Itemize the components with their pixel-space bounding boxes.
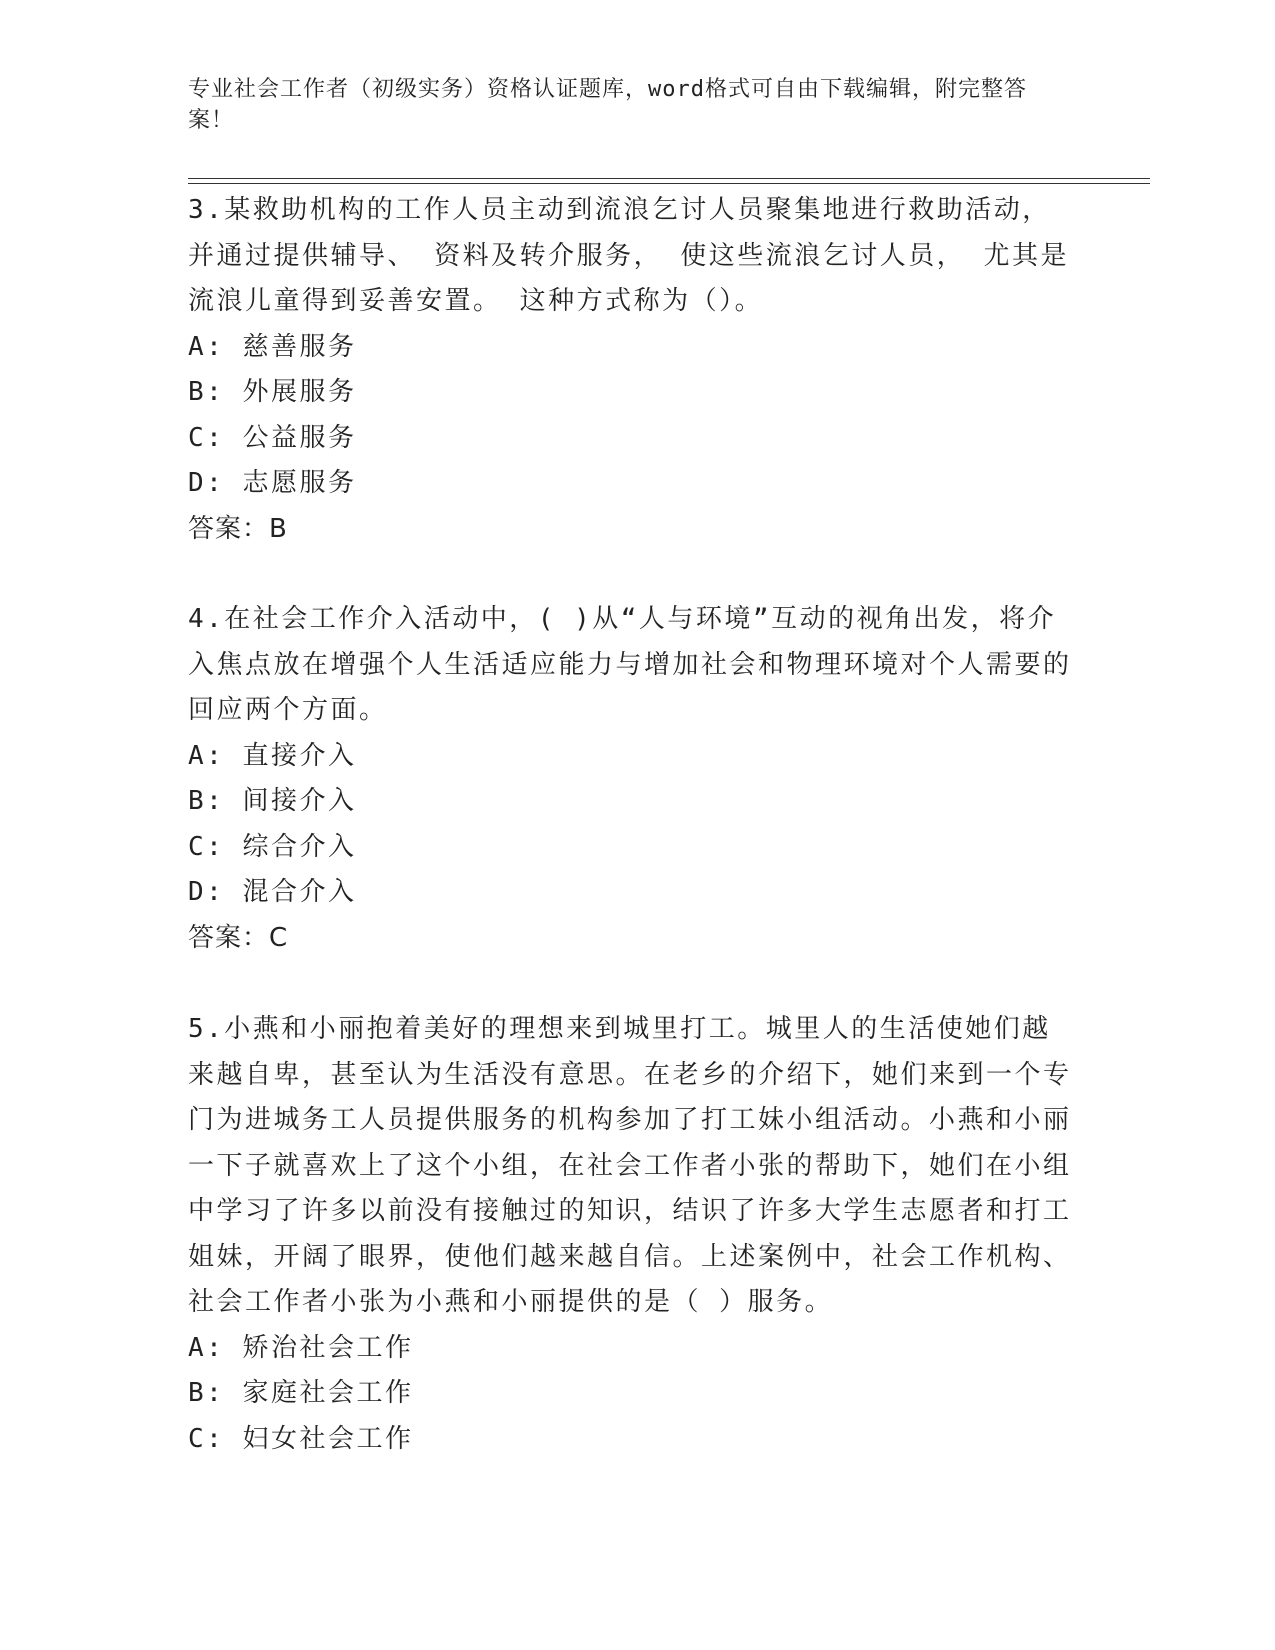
- option-c: C: 妇女社会工作: [188, 1423, 414, 1454]
- option-a: A: 直接介入: [188, 740, 357, 771]
- option-a: A: 慈善服务: [188, 331, 357, 362]
- option-c: C: 综合介入: [188, 831, 357, 862]
- page-header: 专业社会工作者（初级实务）资格认证题库，word格式可自由下载编辑，附完整答案！: [188, 77, 1027, 133]
- header-divider-top: [188, 178, 1150, 179]
- answer-label: 答案：B: [188, 513, 288, 544]
- question-stem: 5.小燕和小丽抱着美好的理想来到城里打工。城里人的生活使她们越来越自卑，甚至认为生活没有意思。在老乡的介绍下，她们来到一个专门为进城务工人员提供服务的机构参加了打工妹小组活动。小燕和小丽一下子就喜欢上了这个小组，在社会工作者小张的帮助下，她们在小组中学习了许多以前没有接触过的知识，结识了许多大学生志愿者和打工姐妹，开阔了眼界，使他们越来越自信。上述案例中，社会工作机构、社会工作者小张为小燕和小丽提供的是（ ）服务。: [188, 1014, 1072, 1317]
- answer-label: 答案：C: [188, 922, 289, 953]
- question-stem: 3.某救助机构的工作人员主动到流浪乞讨人员聚集地进行救助活动，并通过提供辅导、 资料及转介服务， 使这些流浪乞讨人员， 尤其是流浪儿童得到妥善安置。 这种方式称为（）。: [188, 195, 1069, 316]
- option-d: D: 志愿服务: [188, 468, 357, 498]
- question-stem: 4.在社会工作介入活动中，( )从“人与环境”互动的视角出发，将介入焦点放在增强个人生活适应能力与增加社会和物理环境对个人需要的回应两个方面。: [188, 604, 1072, 725]
- question-5: [188, 1007, 1078, 1462]
- header-divider-bottom: [188, 183, 1150, 184]
- option-c: C: 公益服务: [188, 422, 357, 453]
- option-d: D: 混合介入: [188, 877, 357, 907]
- question-3: [188, 188, 1078, 552]
- option-b: B: 间接介入: [188, 786, 357, 816]
- option-b: B: 家庭社会工作: [188, 1378, 414, 1408]
- option-b: B: 外展服务: [188, 377, 357, 407]
- option-a: A: 矫治社会工作: [188, 1332, 414, 1363]
- question-4: [188, 597, 1078, 961]
